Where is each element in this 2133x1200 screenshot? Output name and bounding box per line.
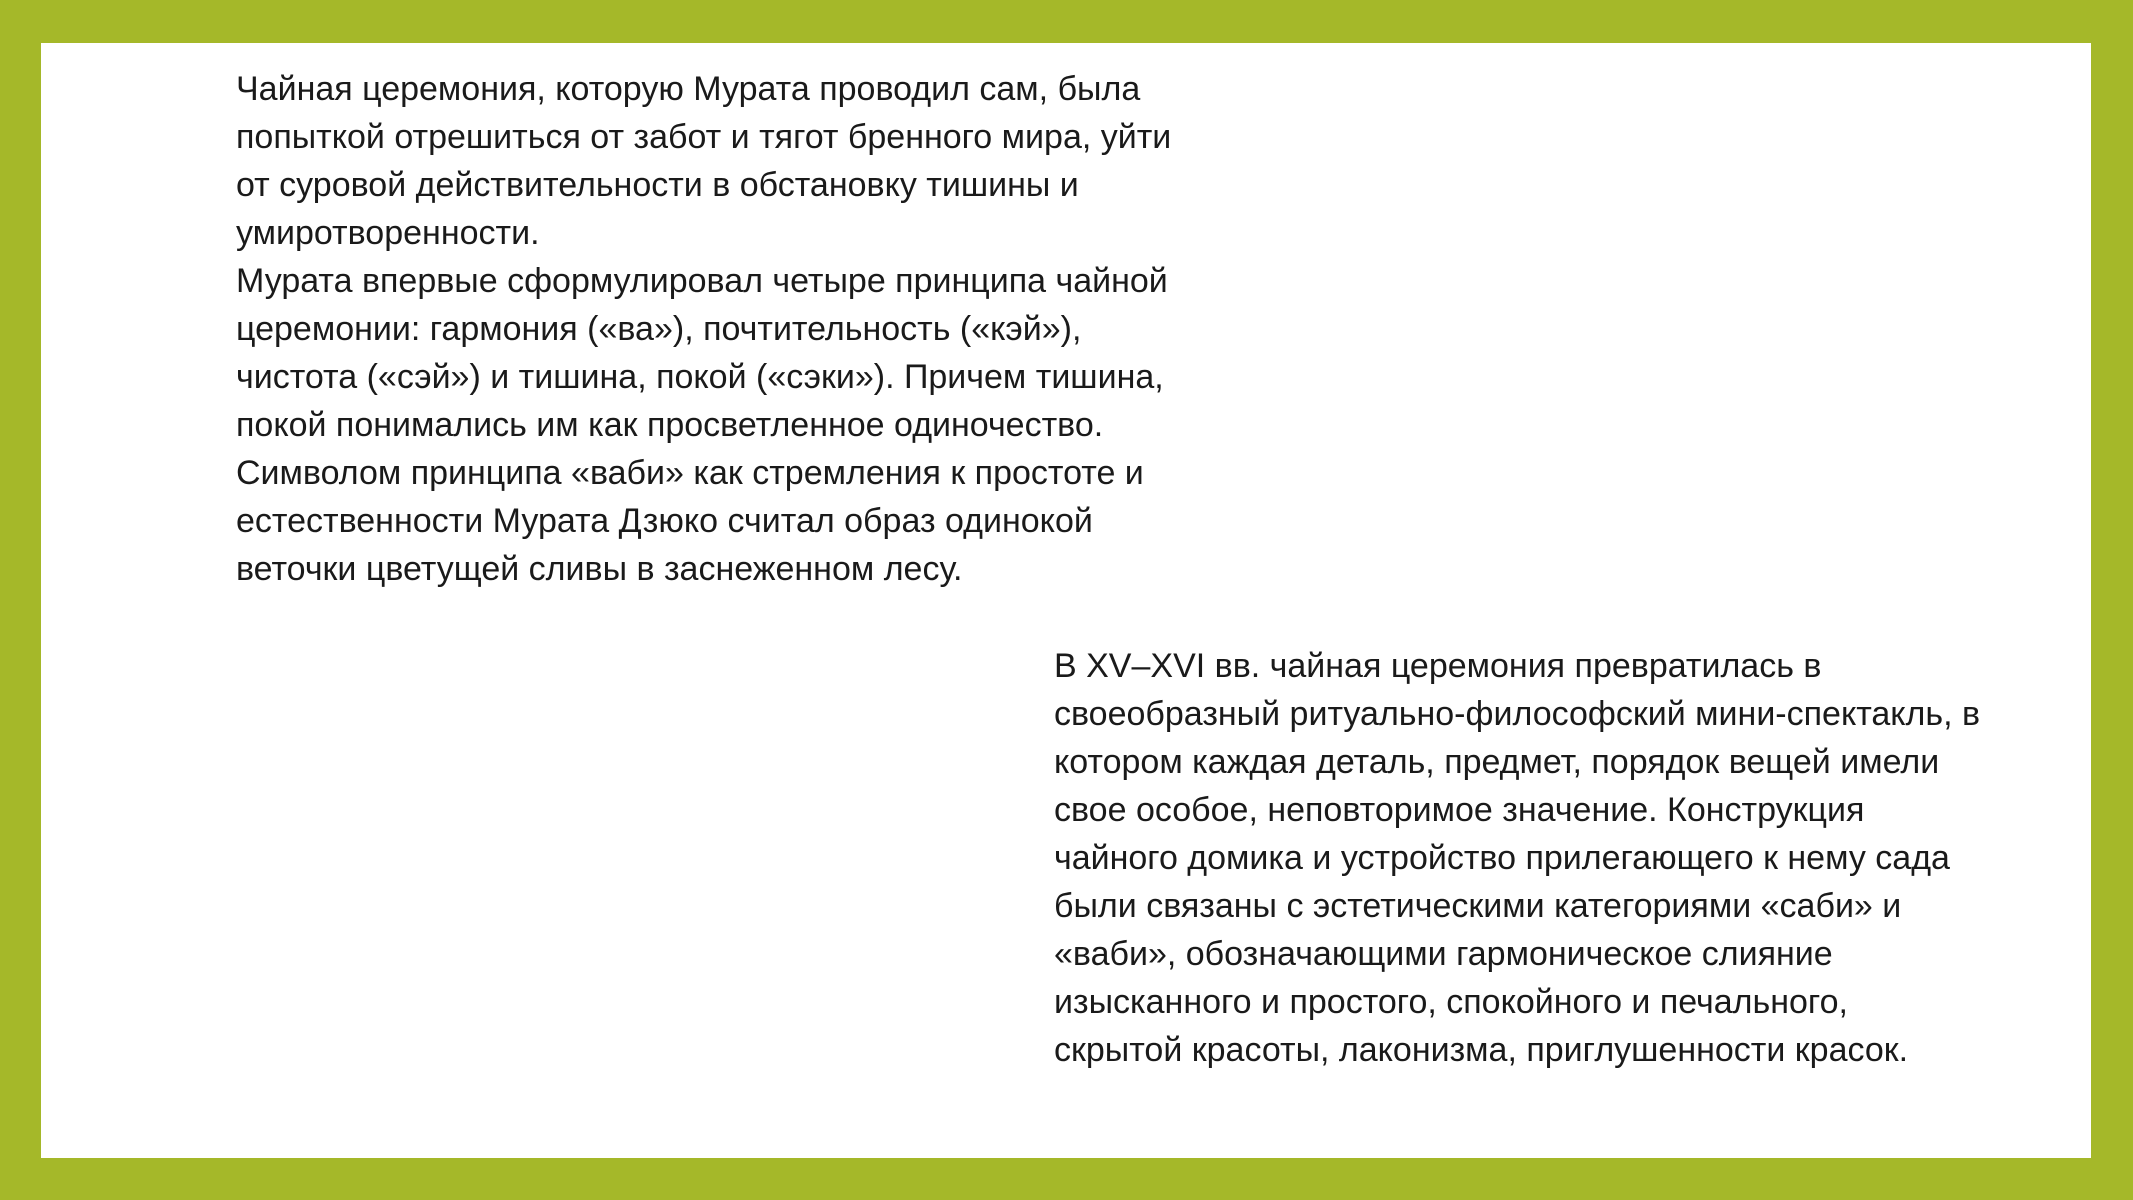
left-text-block: [236, 65, 1296, 593]
text-line: веточки цветущей сливы в заснеженном лесу.: [236, 550, 963, 588]
text-line: покой понимались им как просветленное одиночество.: [236, 406, 1104, 444]
text-line: Мурата впервые сформулировал четыре принципа чайной: [236, 262, 1168, 300]
text-line: Чайная церемония, которую Мурата проводил сам, была: [236, 70, 1141, 108]
text-line: своеобразный ритуально-философский мини-спектакль, в: [1054, 695, 1981, 733]
text-line: от суровой действительности в обстановку тишины и: [236, 166, 1079, 204]
text-line: чистота («сэй») и тишина, покой («сэки»). Причем тишина,: [236, 358, 1164, 396]
text-line: котором каждая деталь, предмет, порядок вещей имели: [1054, 743, 1940, 781]
text-line: «ваби», обозначающими гармоническое слияние: [1054, 935, 1833, 973]
text-line: изысканного и простого, спокойного и печального,: [1054, 983, 1848, 1021]
text-line: естественности Мурата Дзюко считал образ одинокой: [236, 502, 1093, 540]
right-text-block: [1054, 642, 2084, 1074]
text-line: умиротворенности.: [236, 214, 540, 252]
text-line: свое особое, неповторимое значение. Конструкция: [1054, 791, 1865, 829]
slide-content-area: [41, 43, 2091, 1158]
text-line: скрытой красоты, лаконизма, приглушенности красок.: [1054, 1031, 1909, 1069]
text-line: церемонии: гармония («ва»), почтительность («кэй»),: [236, 310, 1082, 348]
text-line: попыткой отрешиться от забот и тягот бренного мира, уйти: [236, 118, 1172, 156]
text-line: были связаны с эстетическими категориями «саби» и: [1054, 887, 1902, 925]
text-line: В XV–XVI вв. чайная церемония превратилась в: [1054, 647, 1822, 685]
text-line: чайного домика и устройство прилегающего к нему сада: [1054, 839, 1950, 877]
text-line: Символом принципа «ваби» как стремления к простоте и: [236, 454, 1144, 492]
